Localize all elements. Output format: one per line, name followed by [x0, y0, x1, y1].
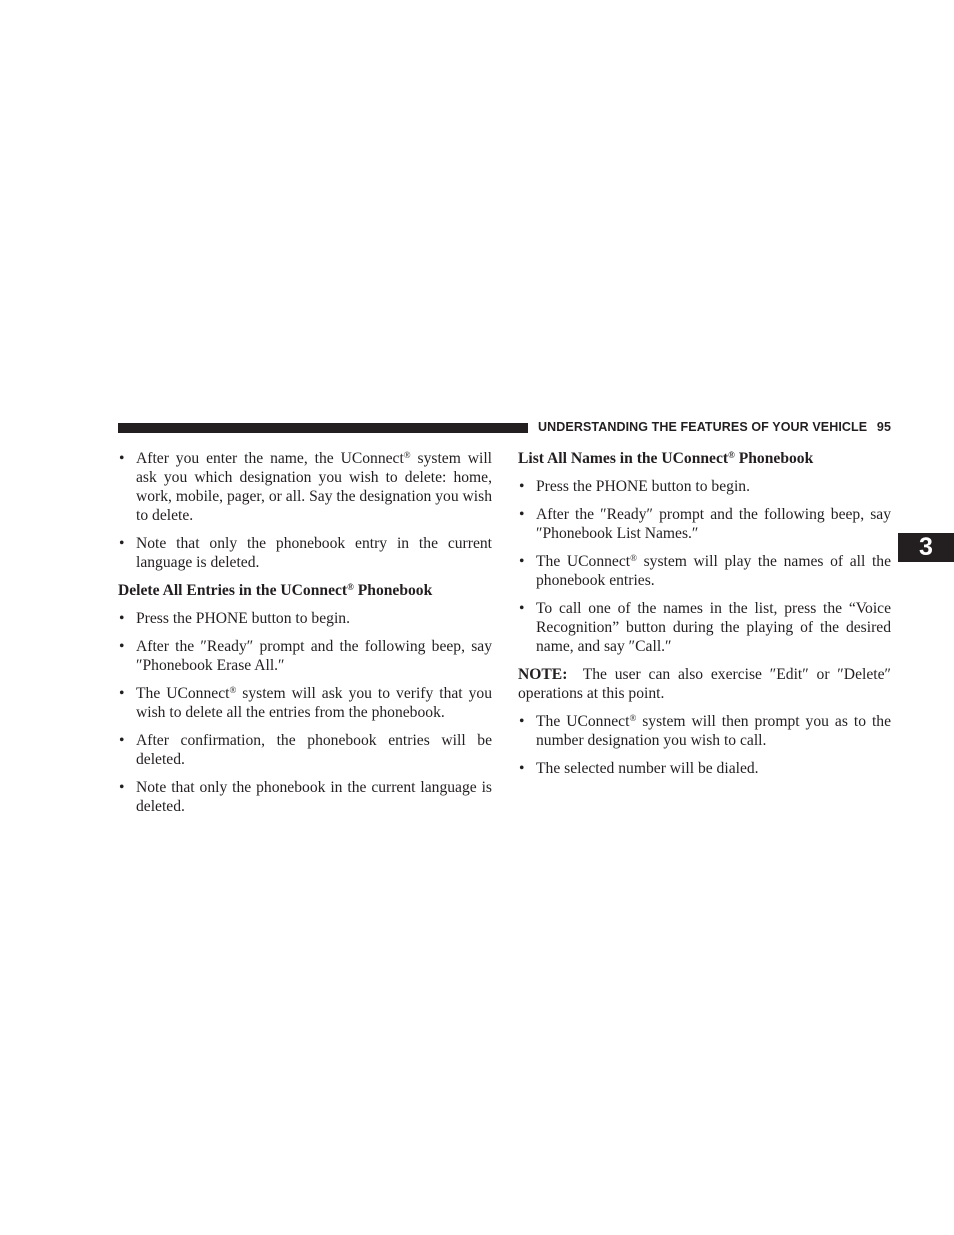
- list-item-text: Note that only the phonebook in the current language is deleted.: [136, 779, 492, 815]
- section-heading-list-names: [518, 449, 891, 468]
- list-item: [118, 637, 492, 675]
- bullet-icon: •: [119, 732, 125, 749]
- registered-mark: ®: [347, 582, 354, 592]
- bullet-list-after-note: [518, 712, 891, 778]
- list-item: [518, 505, 891, 543]
- bullet-icon: •: [119, 610, 125, 627]
- bullet-icon: •: [519, 600, 525, 617]
- bullet-icon: •: [519, 713, 525, 730]
- list-item-text: system will ask you which designation you wish to delete: home, work, mobile, pager, or all. Say the designation you wish to delete.: [136, 450, 492, 524]
- list-item-text: The UConnect: [536, 713, 630, 730]
- bullet-icon: •: [119, 685, 125, 702]
- list-item-text: To call one of the names in the list, press the “Voice Recognition” button during the playing of the desired name, and say ″Call.″: [536, 600, 891, 655]
- list-item-text: After the ″Ready″ prompt and the following beep, say ″Phonebook List Names.″: [536, 506, 891, 542]
- bullet-icon: •: [119, 450, 125, 467]
- bullet-icon: •: [519, 478, 525, 495]
- list-item: [518, 599, 891, 656]
- list-item-text: After confirmation, the phonebook entries will be deleted.: [136, 732, 492, 768]
- list-item-text: system will play the names of all the phonebook entries.: [536, 553, 891, 589]
- bullet-icon: •: [119, 535, 125, 552]
- header-rule: [118, 423, 528, 433]
- page-number: 95: [876, 420, 891, 434]
- list-item-text: Note that only the phonebook entry in the current language is deleted.: [136, 535, 492, 571]
- list-item: [518, 712, 891, 750]
- list-item: [118, 449, 492, 525]
- list-item-text: After you enter the name, the UConnect: [136, 450, 404, 467]
- bullet-list-top: [118, 449, 492, 572]
- list-item: [118, 778, 492, 816]
- list-item: [118, 731, 492, 769]
- chapter-tab: 3: [898, 533, 954, 562]
- note-text: The user can also exercise ″Edit″ or ″Delete″ operations at this point.: [518, 666, 895, 702]
- bullet-list-delete-all: [118, 609, 492, 816]
- list-item: [518, 759, 891, 778]
- right-column: [518, 449, 895, 787]
- note-label: NOTE:: [518, 666, 568, 683]
- list-item-text: Press the PHONE button to begin.: [136, 610, 350, 627]
- heading-text: Phonebook: [734, 450, 814, 467]
- registered-mark: ®: [630, 553, 637, 563]
- list-item-text: After the ″Ready″ prompt and the following beep, say ″Phonebook Erase All.″: [136, 638, 492, 674]
- registered-mark: ®: [229, 685, 237, 695]
- list-item: [518, 552, 891, 590]
- heading-text: Phonebook: [353, 582, 433, 599]
- list-item-text: system will ask you to verify that you wish to delete all the entries from the phonebook.: [136, 685, 492, 721]
- list-item: [118, 609, 492, 628]
- bullet-icon: •: [519, 760, 525, 777]
- list-item-text: The UConnect: [536, 553, 631, 570]
- list-item-text: system will then prompt you as to the number designation you wish to call.: [536, 713, 891, 749]
- registered-mark: ®: [629, 713, 637, 723]
- running-header: [538, 420, 891, 434]
- list-item: [118, 684, 492, 722]
- list-item-text: The UConnect: [136, 685, 230, 702]
- list-item-text: The selected number will be dialed.: [536, 760, 759, 777]
- list-item: [118, 534, 492, 572]
- bullet-list-list-names: [518, 477, 891, 656]
- bullet-icon: •: [519, 506, 525, 523]
- registered-mark: ®: [728, 450, 735, 460]
- bullet-icon: •: [519, 553, 525, 570]
- bullet-icon: •: [119, 779, 125, 796]
- section-heading-delete-all: [118, 581, 492, 600]
- left-column: [118, 449, 492, 825]
- note-paragraph: [518, 665, 895, 703]
- heading-text: Delete All Entries in the UConnect: [118, 582, 348, 599]
- list-item-text: Press the PHONE button to begin.: [536, 478, 750, 495]
- heading-text: List All Names in the UConnect: [518, 450, 729, 467]
- registered-mark: ®: [403, 450, 411, 460]
- header-title: UNDERSTANDING THE FEATURES OF YOUR VEHICLE: [538, 420, 868, 434]
- list-item: [518, 477, 891, 496]
- bullet-icon: •: [119, 638, 125, 655]
